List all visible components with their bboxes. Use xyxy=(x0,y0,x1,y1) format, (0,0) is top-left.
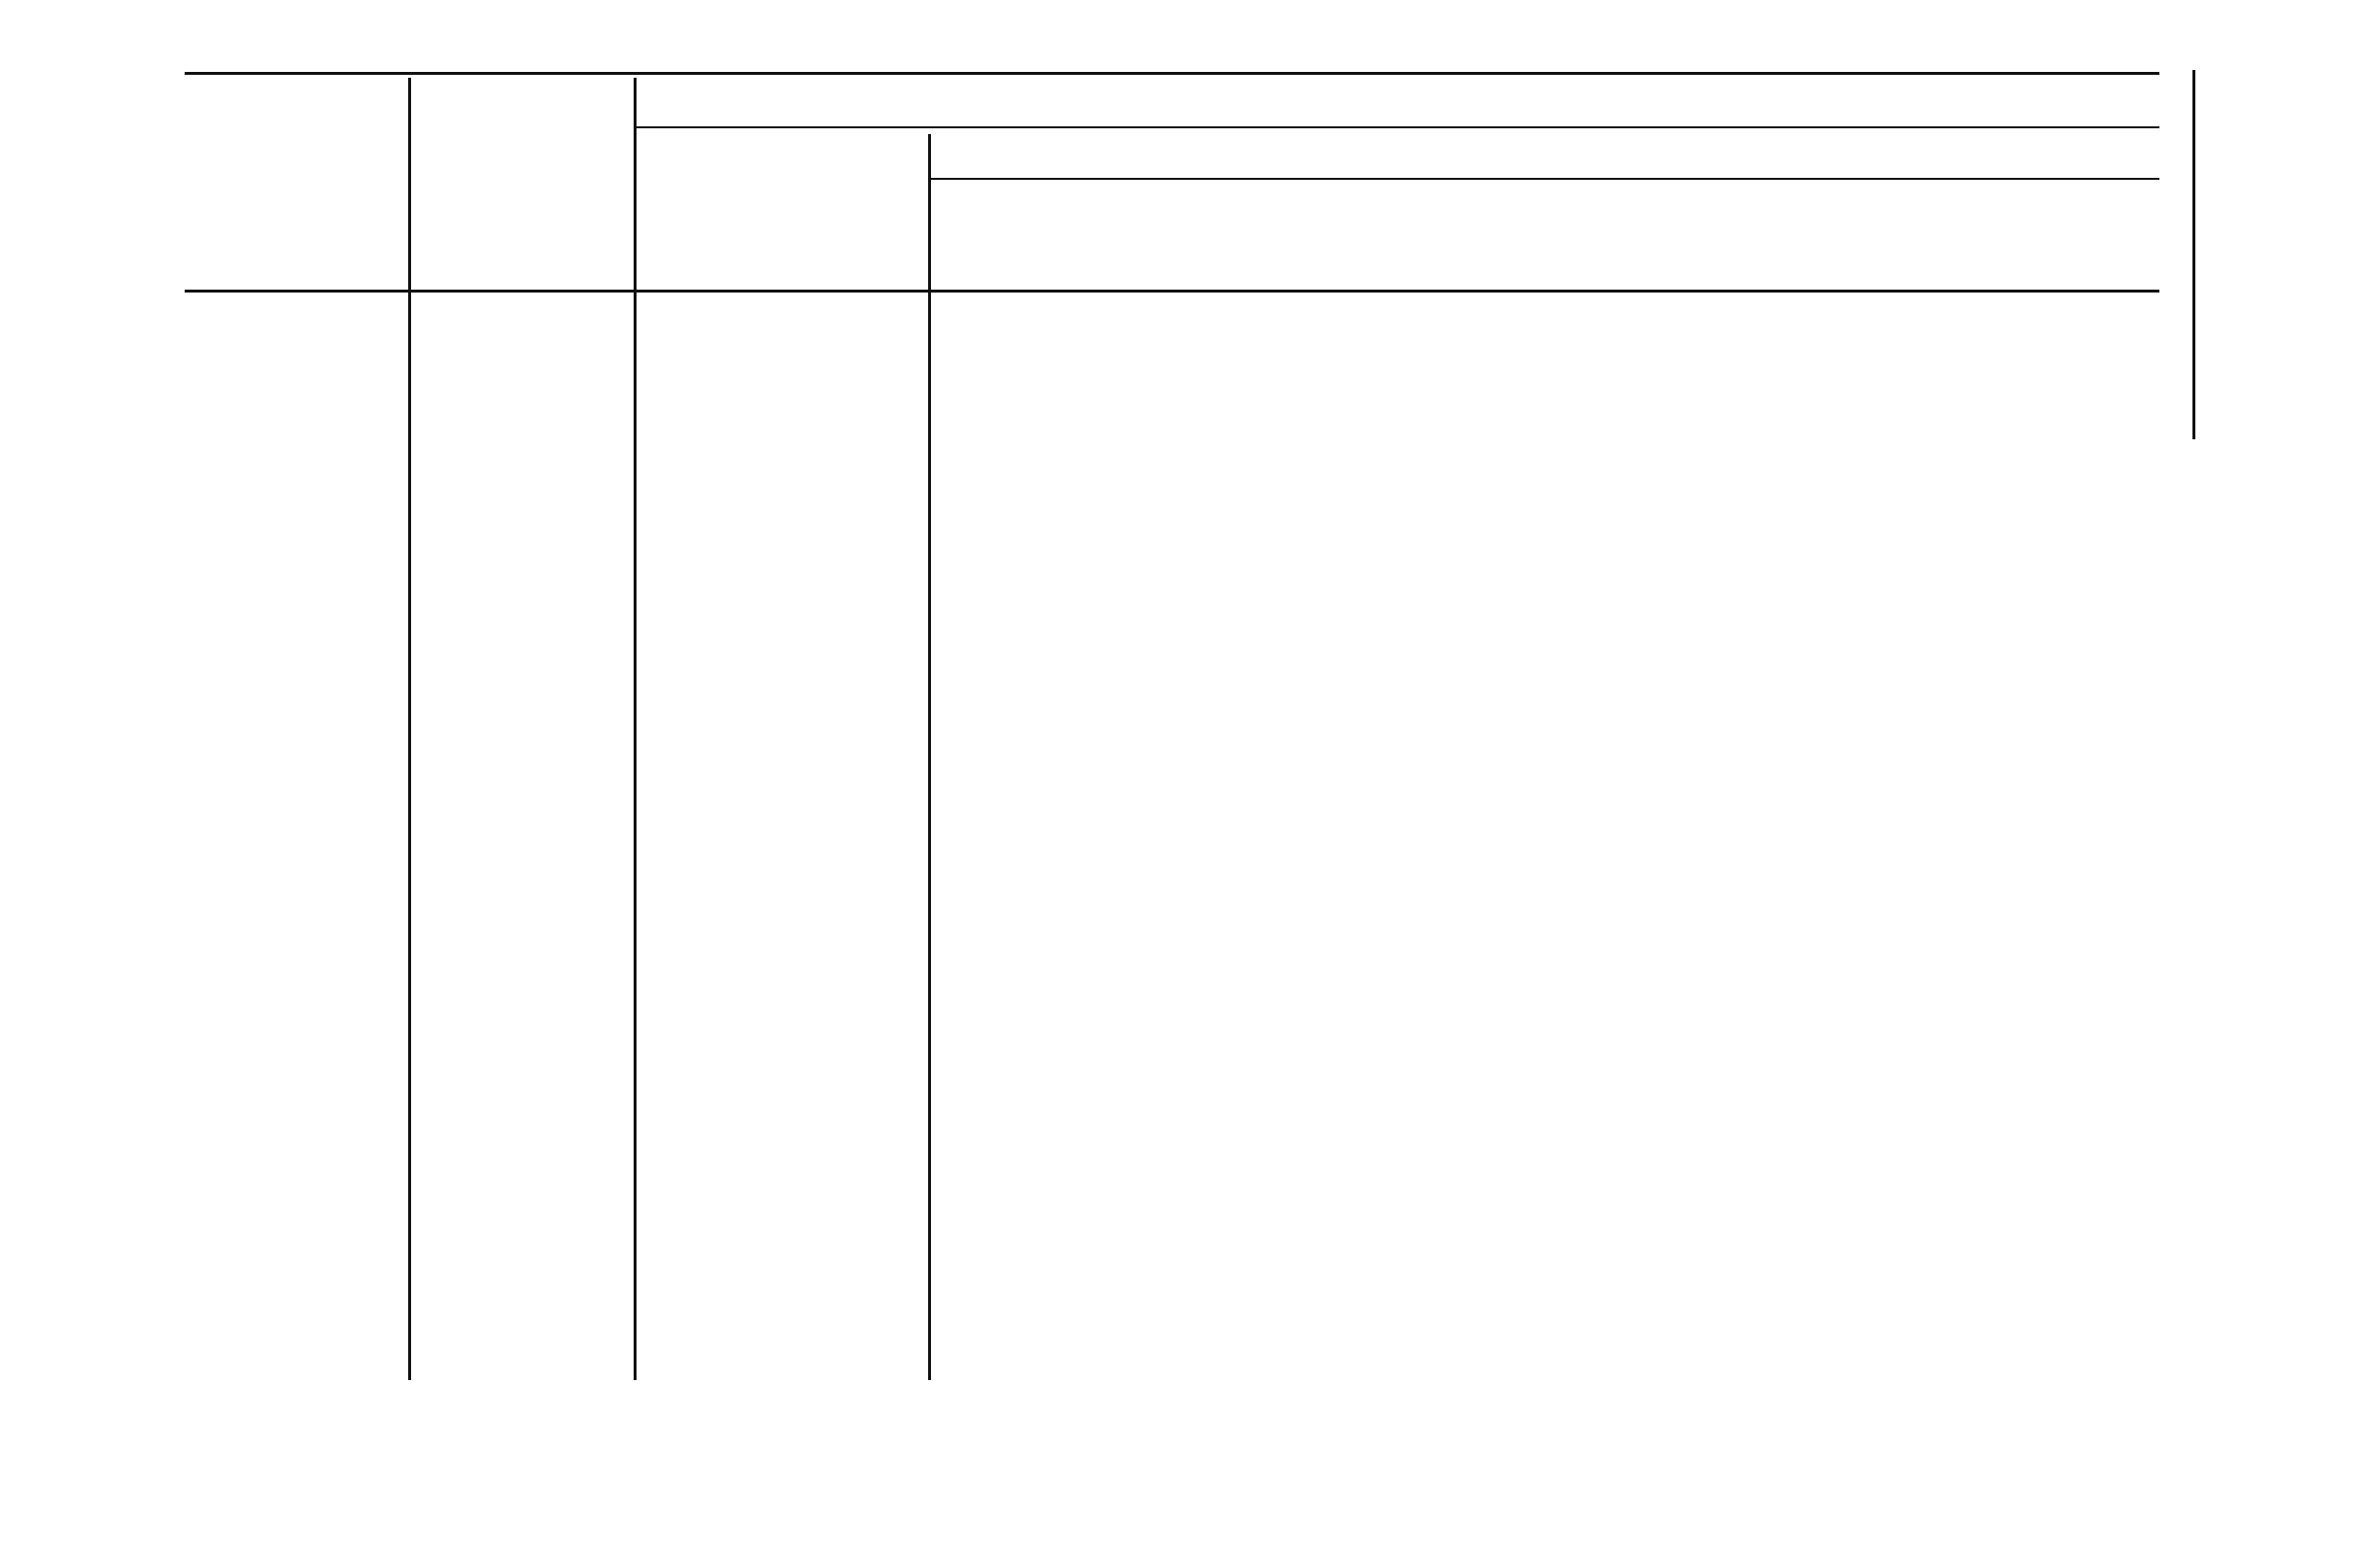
side-rule xyxy=(2192,70,2195,439)
header-bottom-rule xyxy=(185,290,2159,293)
humidity-rule xyxy=(931,178,2159,180)
col-rule-point xyxy=(408,78,411,1380)
top-rule xyxy=(185,72,2159,75)
duration-rule xyxy=(637,126,2159,128)
col-rule-hum-0 xyxy=(928,134,931,1380)
side-header xyxy=(2207,25,2285,433)
col-rule-temp xyxy=(634,78,637,1380)
